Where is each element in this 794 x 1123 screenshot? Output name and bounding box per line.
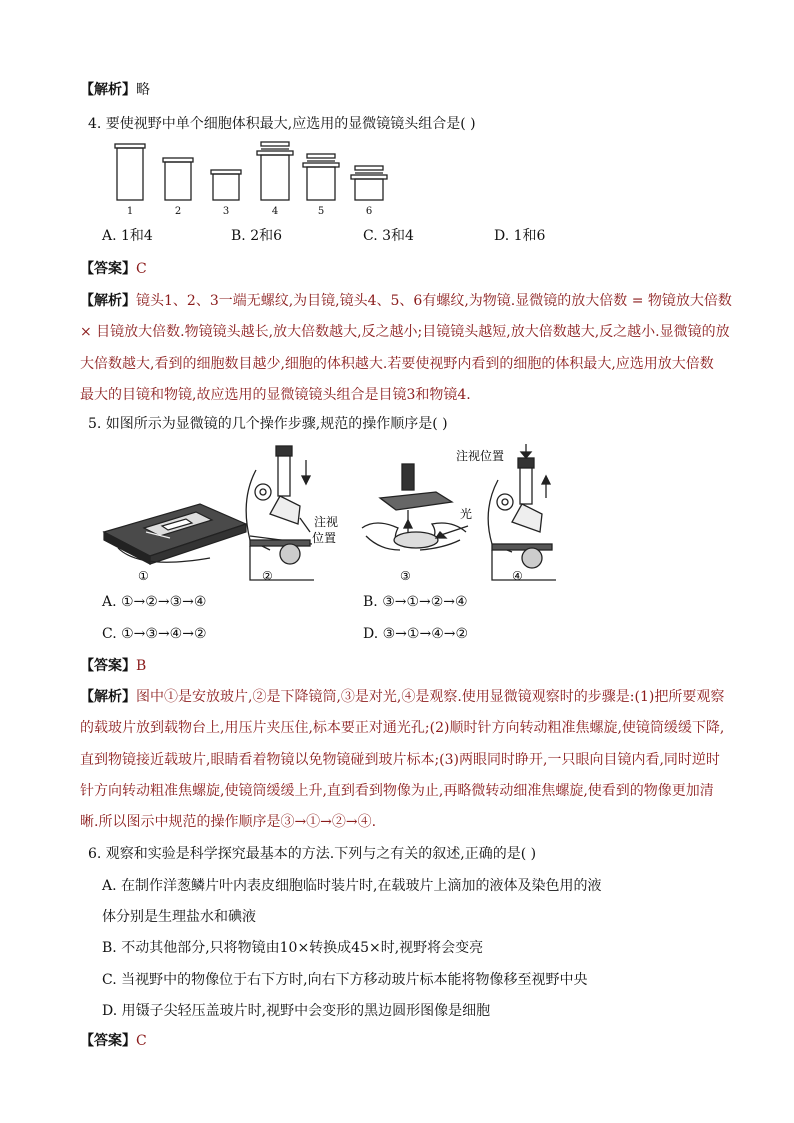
q5-analysis-line-3: 直到物镜接近载玻片,眼睛看着物镜以免物镜碰到玻片标本;(3)两眼同时睁开,一只眼向目镜内看,同时逆时 xyxy=(80,752,720,768)
q5-answer xyxy=(80,656,146,676)
fig-label-step-1: ① xyxy=(138,569,149,583)
q6-option-c: C. 当视野中的物像位于右下方时,向右下方移动玻片标本能将物像移至视野中央 xyxy=(102,972,588,988)
lens-label-1: 1 xyxy=(126,206,134,217)
q5-option-a: A. ①→②→③→④ xyxy=(102,594,207,610)
analysis-tag: 【解析】 xyxy=(80,293,136,309)
q5-analysis-line-2: 的载玻片放到载物台上,用压片夹压住,标本要正对通光孔;(2)顺时针方向转动粗准焦螺旋,使镜筒缓缓下降, xyxy=(80,720,725,736)
answer-tag: 【答案】 xyxy=(80,1033,136,1049)
q5-analysis-line-4: 针方向转动粗准焦螺旋,使镜筒缓缓上升,直到看到物像为止,再略微转动细准焦螺旋,使看到的物像更加清 xyxy=(80,783,714,799)
q4-stem: 4. 要使视野中单个细胞体积最大,应选用的显微镜镜头组合是( ) xyxy=(88,116,476,132)
microscope-lowering-icon xyxy=(246,446,314,580)
q5-microscope-figure xyxy=(100,440,570,586)
q5-analysis-line-1: 【解析】图中①是安放玻片,②是下降镜筒,③是对光,④是观察.使用显微镜观察时的步骤是:(1)把所要观察 xyxy=(80,689,725,705)
q4-option-b: B. 2和6 xyxy=(231,228,283,244)
answer-value: C xyxy=(136,261,147,277)
lens-5-icon xyxy=(303,154,339,200)
q4-option-c: C. 3和4 xyxy=(363,228,414,244)
answer-tag: 【答案】 xyxy=(80,261,136,277)
fig-label-watch-b: 注视位置 xyxy=(456,449,505,463)
fig-label-watch-2: 位置 xyxy=(312,531,337,545)
q4-option-a: A. 1和4 xyxy=(102,228,153,244)
q6-option-a-cont: 体分别是生理盐水和碘液 xyxy=(102,909,256,925)
lens-label-2: 2 xyxy=(174,206,182,217)
q5-option-d: D. ③→①→④→② xyxy=(363,626,469,642)
analysis-tag: 【解析】 xyxy=(80,82,136,98)
lens-6-icon xyxy=(351,166,387,200)
lens-label-4: 4 xyxy=(271,206,279,217)
stage-slide-icon xyxy=(104,504,246,564)
answer-value: C xyxy=(136,1033,147,1049)
fig-label-light: 光 xyxy=(460,507,473,521)
lens-1-icon xyxy=(115,144,145,200)
lens-3-icon xyxy=(211,170,241,200)
answer-tag: 【答案】 xyxy=(80,658,136,674)
q4-analysis-line-2: × 目镜放大倍数.物镜镜头越长,放大倍数越大,反之越小;目镜镜头越短,放大倍数越大,反之越小.显微镜的放 xyxy=(80,324,730,340)
q4-option-d: D. 1和6 xyxy=(494,228,546,244)
lens-label-3: 3 xyxy=(222,206,230,217)
q4-analysis-line-3: 大倍数越大,看到的细胞数目越少,细胞的体积越大.若要使视野内看到的细胞的体积最大,应选用放大倍数 xyxy=(80,356,714,372)
q4-answer xyxy=(80,259,147,279)
prev-analysis xyxy=(80,80,150,100)
q5-option-c: C. ①→③→④→② xyxy=(102,626,207,642)
answer-value: B xyxy=(136,658,147,674)
q6-option-b: B. 不动其他部分,只将物镜由10×转换成45×时,视野将会变亮 xyxy=(102,940,484,956)
microscope-raising-icon xyxy=(488,444,556,580)
q5-analysis-line-5: 晰.所以图示中规范的操作顺序是③→①→②→④. xyxy=(80,814,377,830)
analysis-tag: 【解析】 xyxy=(80,689,136,705)
q6-stem: 6. 观察和实验是科学探究最基本的方法.下列与之有关的叙述,正确的是( ) xyxy=(88,846,537,862)
q5-stem: 5. 如图所示为显微镜的几个操作步骤,规范的操作顺序是( ) xyxy=(88,416,448,432)
lens-label-5: 5 xyxy=(317,206,325,217)
q4-analysis-line-4: 最大的目镜和物镜,故应选用的显微镜镜头组合是目镜3和物镜4. xyxy=(80,387,471,403)
fig-label-step-4: ④ xyxy=(512,569,523,583)
q6-option-d: D. 用镊子尖轻压盖玻片时,视野中会变形的黑边圆形图像是细胞 xyxy=(102,1003,491,1019)
mirror-adjust-icon xyxy=(362,464,468,550)
lens-4-icon xyxy=(257,142,293,200)
fig-label-watch-1: 注视 xyxy=(314,515,339,529)
q6-option-a: A. 在制作洋葱鳞片叶内表皮细胞临时装片时,在载玻片上滴加的液体及染色用的液 xyxy=(102,878,602,894)
fig-label-step-2: ② xyxy=(262,569,273,583)
lens-2-icon xyxy=(163,158,193,200)
q4-lens-figure xyxy=(105,140,395,220)
q4-analysis-line-1: 【解析】镜头1、2、3一端无螺纹,为目镜,镜头4、5、6有螺纹,为物镜.显微镜的放大倍数 = 物镜放大倍数 xyxy=(80,293,732,309)
q6-answer xyxy=(80,1031,147,1051)
analysis-text: 略 xyxy=(136,82,150,98)
lens-label-6: 6 xyxy=(365,206,373,217)
q5-option-b: B. ③→①→②→④ xyxy=(363,594,468,610)
fig-label-step-3: ③ xyxy=(400,569,411,583)
